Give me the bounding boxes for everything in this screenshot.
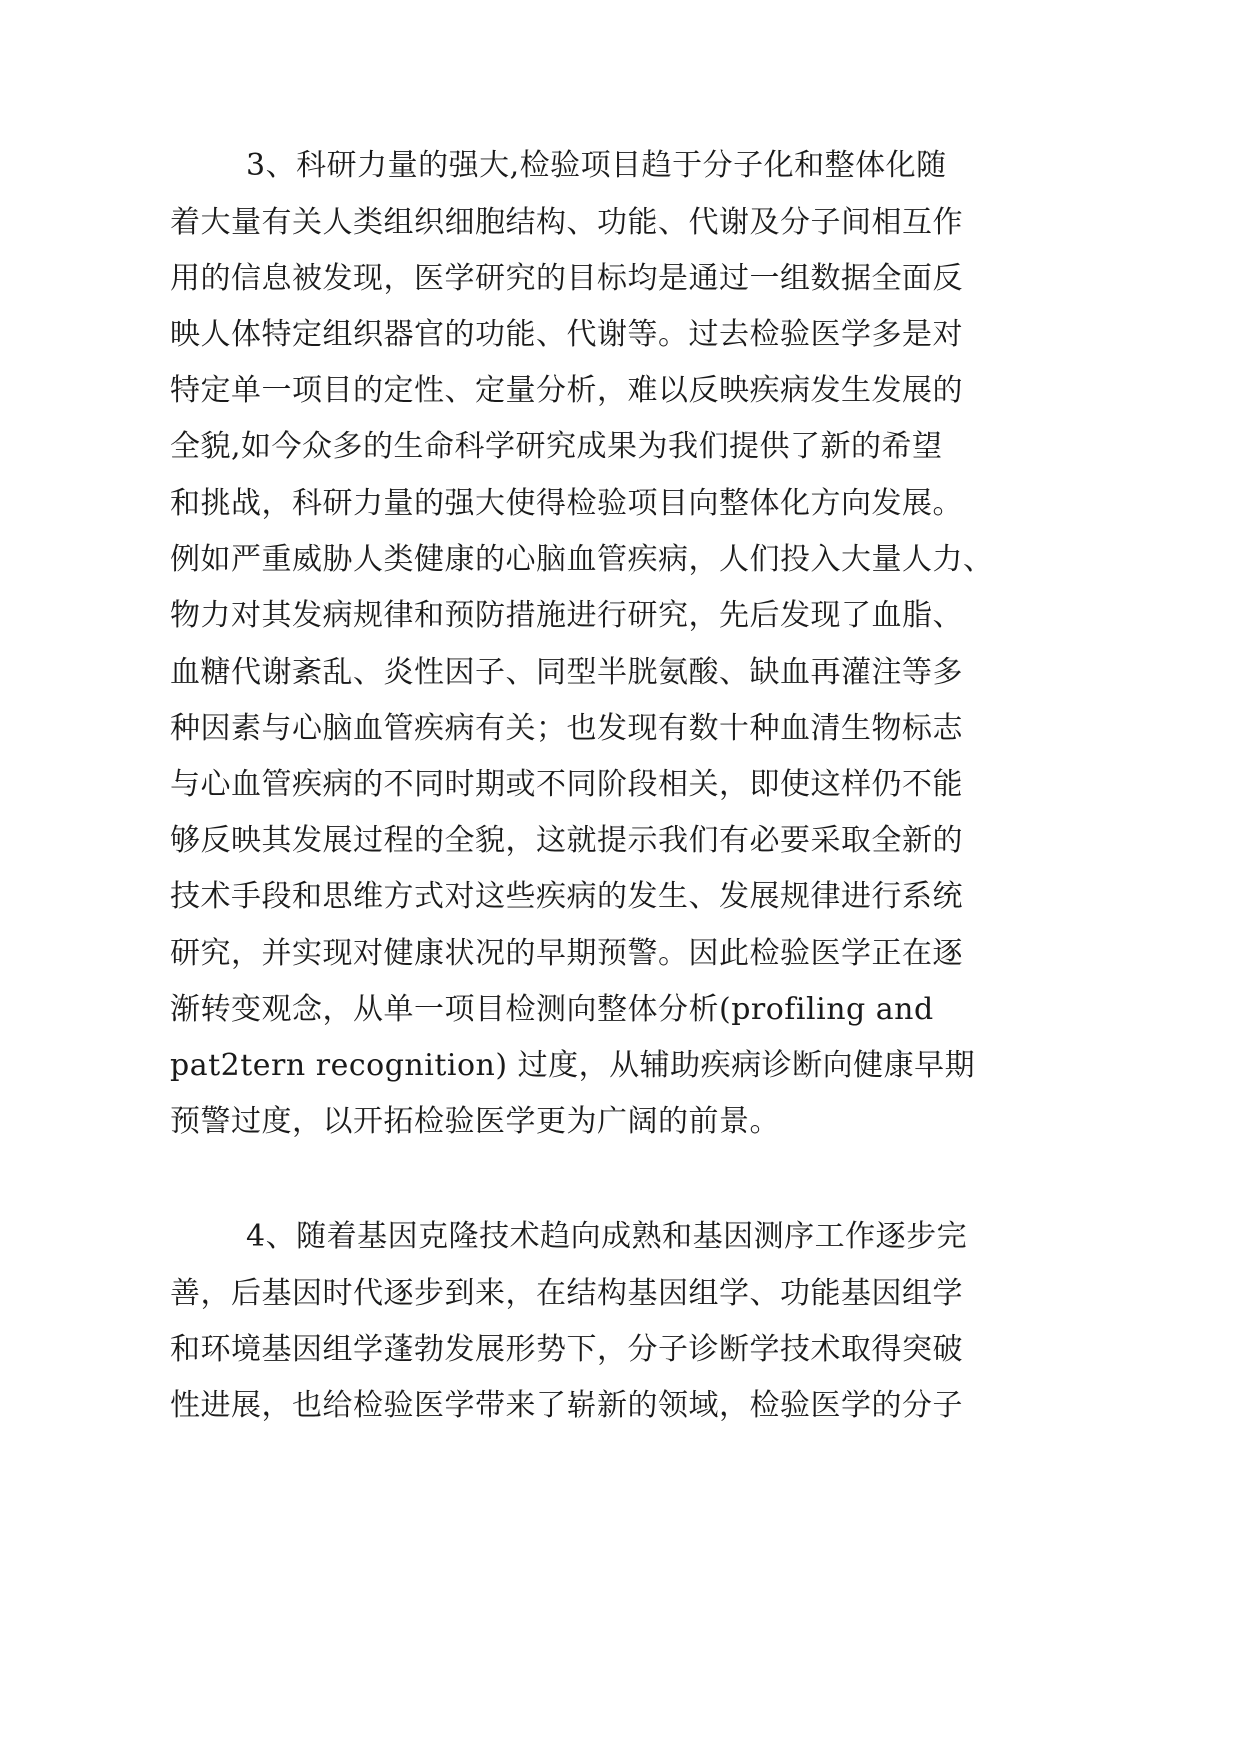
paragraph-3-line-3: 用的信息被发现，医学研究的目标均是通过一组数据全面反	[170, 261, 963, 296]
paragraph-4-line-3: 和环境基因组学蓬勃发展形势下，分子诊断学技术取得突破	[170, 1332, 963, 1367]
paragraph-3-line-18: 预警过度，以开拓检验医学更为广阔的前景。	[170, 1104, 780, 1139]
paragraph-3-line-5: 特定单一项目的定性、定量分析，难以反映疾病发生发展的	[170, 373, 963, 408]
paragraph-3-line-1: 3、科研力量的强大,检验项目趋于分子化和整体化随	[246, 148, 947, 183]
paragraph-4-line-1: 4、随着基因克隆技术趋向成熟和基因测序工作逐步完	[246, 1219, 968, 1254]
paragraph-3-line-16: 渐转变观念，从单一项目检测向整体分析(profiling and	[170, 992, 934, 1027]
paragraph-3-line-8: 例如严重威胁人类健康的心脑血管疾病，人们投入大量人力、	[170, 542, 994, 577]
paragraph-3-line-4: 映人体特定组织器官的功能、代谢等。过去检验医学多是对	[170, 317, 963, 352]
paragraph-3-line-10: 血糖代谢紊乱、炎性因子、同型半胱氨酸、缺血再灌注等多	[170, 655, 963, 690]
paragraph-3-line-15: 研究，并实现对健康状况的早期预警。因此检验医学正在逐	[170, 936, 963, 971]
paragraph-3-line-7: 和挑战，科研力量的强大使得检验项目向整体化方向发展。	[170, 486, 963, 521]
paragraph-3-line-12: 与心血管疾病的不同时期或不同阶段相关，即使这样仍不能	[170, 767, 963, 802]
paragraph-3-line-13: 够反映其发展过程的全貌，这就提示我们有必要采取全新的	[170, 823, 963, 858]
paragraph-3-line-2: 着大量有关人类组织细胞结构、功能、代谢及分子间相互作	[170, 205, 963, 240]
paragraph-3-line-6: 全貌,如今众多的生命科学研究成果为我们提供了新的希望	[170, 429, 943, 464]
paragraph-3-line-9: 物力对其发病规律和预防措施进行研究，先后发现了血脂、	[170, 598, 963, 633]
paragraph-4-line-4: 性进展，也给检验医学带来了崭新的领域，检验医学的分子	[170, 1388, 963, 1423]
paragraph-4-line-2: 善，后基因时代逐步到来，在结构基因组学、功能基因组学	[170, 1276, 963, 1311]
paragraph-3-line-17: pat2tern recognition) 过度，从辅助疾病诊断向健康早期	[170, 1048, 976, 1083]
paragraph-3-line-14: 技术手段和思维方式对这些疾病的发生、发展规律进行系统	[170, 879, 963, 914]
paragraph-3-line-11: 种因素与心脑血管疾病有关；也发现有数十种血清生物标志	[170, 711, 963, 746]
